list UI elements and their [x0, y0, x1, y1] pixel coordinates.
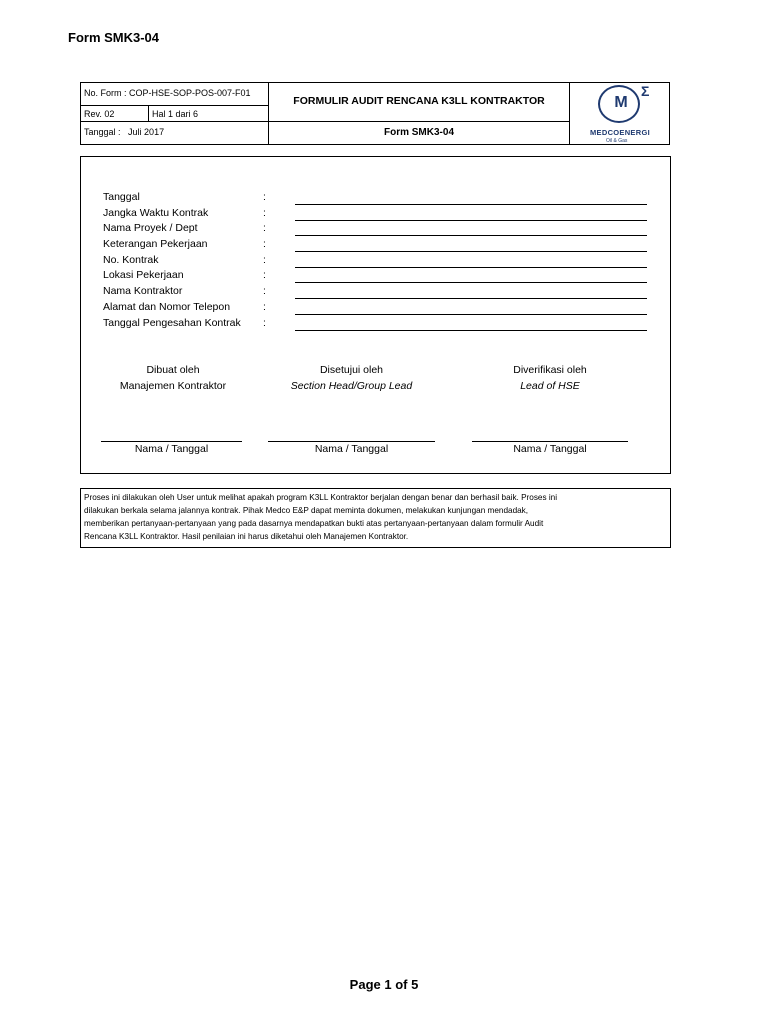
- note-line: dilakukan berkala selama jalannya kontrak. Pihak Medco E&P dapat meminta dokumen, melakukan kunjungan mendadak,: [84, 506, 529, 515]
- signature-role-diverifikasi: Lead of HSE: [520, 380, 580, 392]
- form-number: No. Form : COP-HSE-SOP-POS-007-F01: [84, 89, 251, 98]
- note-line: memberikan pertanyaan-pertanyaan yang pada dasarnya mendapatkan bukti atas pertanyaan-pertanyaan dalam formulir Audit: [84, 519, 544, 528]
- date-row: [84, 128, 164, 137]
- signature-title-diverifikasi: Diverifikasi oleh: [513, 364, 587, 376]
- logo-letter: M: [614, 94, 628, 111]
- field-label-alamat: Alamat dan Nomor Telepon: [103, 301, 231, 313]
- field-input-keterangan[interactable]: [295, 251, 647, 252]
- field-input-tanggal-pengesahan[interactable]: [295, 330, 647, 331]
- field-label-lokasi: Lokasi Pekerjaan: [103, 269, 184, 281]
- field-input-nama-proyek[interactable]: [295, 235, 647, 236]
- note-line: Proses ini dilakukan oleh User untuk melihat apakah program K3LL Kontraktor berjalan dengan benar dan berhasil baik. Proses ini: [84, 493, 558, 502]
- date-label: Tanggal :: [84, 127, 121, 137]
- field-colon: :: [263, 317, 266, 329]
- signature-title-disetujui: Disetujui oleh: [319, 364, 384, 376]
- revision: Rev. 02: [84, 109, 115, 119]
- signature-name-dibuat: Nama / Tanggal: [134, 443, 209, 455]
- logo-sigma: Σ: [641, 83, 650, 99]
- signature-title-dibuat: Dibuat oleh: [146, 364, 200, 376]
- signature-role-disetujui: Section Head/Group Lead: [290, 380, 413, 392]
- field-colon: :: [263, 238, 266, 250]
- signature-role-dibuat: Manajemen Kontraktor: [119, 380, 227, 392]
- logo-name: MEDCOENERGI: [590, 128, 650, 137]
- form-subtitle: Form SMK3-04: [383, 127, 454, 138]
- field-input-nama-kontraktor[interactable]: [295, 298, 647, 299]
- field-input-lokasi[interactable]: [295, 282, 647, 283]
- field-input-alamat[interactable]: [295, 314, 647, 315]
- field-label-no-kontrak: No. Kontrak: [103, 254, 159, 266]
- field-colon: :: [263, 222, 266, 234]
- field-colon: :: [263, 269, 266, 281]
- field-colon: :: [263, 301, 266, 313]
- page-header: Form SMK3-04: [68, 30, 160, 45]
- field-colon: :: [263, 254, 266, 266]
- field-label-nama-proyek: Nama Proyek / Dept: [103, 222, 198, 234]
- logo-tagline: Oil & Gas: [606, 138, 628, 144]
- field-label-keterangan: Keterangan Pekerjaan: [103, 238, 208, 250]
- field-input-jangka-waktu[interactable]: [295, 220, 647, 221]
- field-colon: :: [263, 191, 266, 203]
- signature-name-diverifikasi: Nama / Tanggal: [513, 443, 587, 455]
- field-input-no-kontrak[interactable]: [295, 267, 647, 268]
- note-line: Rencana K3LL Kontraktor. Hasil penilaian ini harus diketahui oleh Manajemen Kontraktor.: [84, 532, 409, 541]
- field-label-tanggal: Tanggal: [103, 191, 140, 203]
- signature-line-disetujui[interactable]: [268, 441, 435, 442]
- form-title: FORMULIR AUDIT RENCANA K3LL KONTRAKTOR: [293, 95, 545, 107]
- signature-line-dibuat[interactable]: [101, 441, 242, 442]
- signature-name-disetujui: Nama / Tanggal: [314, 443, 389, 455]
- field-colon: :: [263, 207, 266, 219]
- page-count: Hal 1 dari 6: [152, 109, 199, 119]
- page-footer: Page 1 of 5: [349, 977, 419, 992]
- field-label-tanggal-pengesahan: Tanggal Pengesahan Kontrak: [103, 317, 241, 329]
- field-label-jangka-waktu: Jangka Waktu Kontrak: [103, 207, 209, 219]
- field-input-tanggal[interactable]: [295, 204, 647, 205]
- date-value: Juli 2017: [128, 127, 165, 137]
- signature-line-diverifikasi[interactable]: [472, 441, 628, 442]
- field-label-nama-kontraktor: Nama Kontraktor: [103, 285, 183, 297]
- field-colon: :: [263, 285, 266, 297]
- process-note: [80, 488, 671, 548]
